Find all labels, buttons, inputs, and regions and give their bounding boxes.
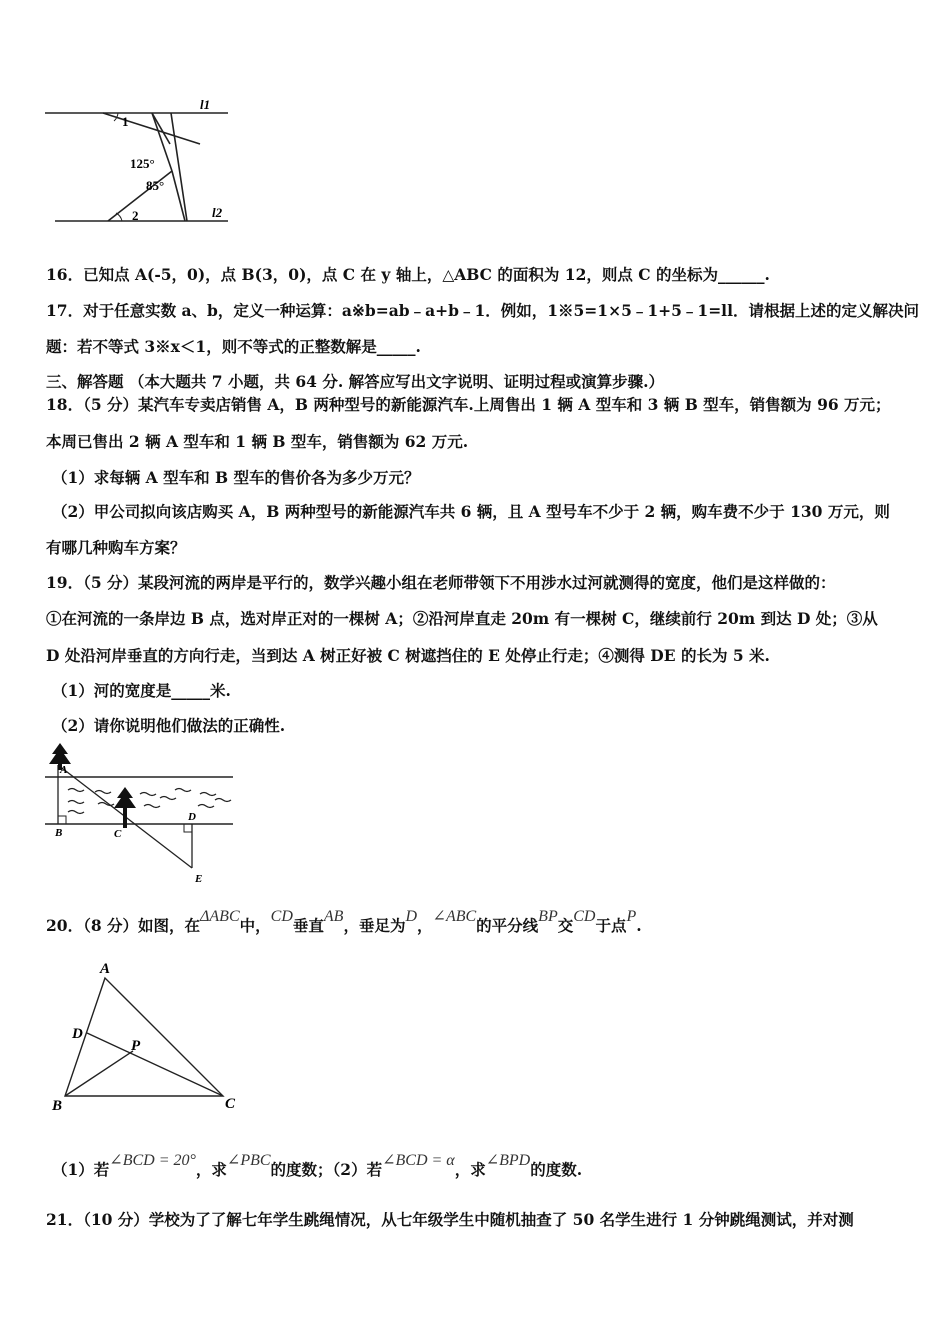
q20s-text-4: ，求: [454, 1160, 486, 1179]
label-B: B: [55, 827, 63, 839]
question-17-line1: 17．对于任意实数 a、b，定义一种运算：a※b=ab﹣a+b﹣1．例如，1※5=1×5﹣1+5﹣1=ll．请根据上述的定义解决问: [46, 301, 919, 320]
q20s-math-1: ∠BCD = 20°: [109, 1152, 196, 1169]
question-17-line2: 题：若不等式 3※x＜1，则不等式的正整数解是_____.: [46, 337, 421, 356]
q20s-math-3: ∠BCD = α: [382, 1152, 455, 1169]
q20s-math-4: ∠BPD: [485, 1152, 531, 1169]
question-18-line5: 有哪几种购车方案？: [46, 538, 186, 557]
q20-text-1: 20．（8 分）如图，在: [46, 916, 201, 935]
question-20: [46, 908, 642, 936]
figure-river: [40, 740, 240, 890]
q20-text-4: ，垂足为: [343, 916, 406, 935]
label-angle-2: 2: [132, 208, 139, 223]
q20-text-3: 垂直: [292, 916, 324, 935]
label-125: 125°: [130, 156, 155, 171]
label-C: C: [225, 1096, 236, 1112]
question-19-line3: D 处沿河岸垂直的方向行走，当到达 A 树正好被 C 树遮挡住的 E 处停止行走；④测得 DE 的长为 5 米.: [46, 646, 770, 665]
question-19-part1: （1）河的宽度是_____米.: [52, 681, 231, 700]
question-18-part1: （1）求每辆 A 型车和 B 型车的售价各为多少万元？: [52, 468, 420, 487]
tree-C-trunk-icon: [123, 808, 127, 828]
label-A: A: [60, 764, 68, 776]
right-line-2: [171, 113, 187, 221]
question-18-part2: （2）甲公司拟向该店购买 A，B 两种型号的新能源汽车共 6 辆，且 A 型号车不少于 2 辆，购车费不少于 130 万元，则: [52, 502, 890, 521]
q20-math-5: ∠ABC: [432, 908, 477, 925]
q20-text-8: 于点: [595, 916, 627, 935]
label-B: B: [52, 1098, 63, 1114]
segment-CD: [87, 1033, 223, 1096]
label-C: C: [114, 828, 122, 840]
question-18-line1: 18．（5 分）某汽车专卖店销售 A，B 两种型号的新能源汽车.上周售出 1 辆 A 型车和 3 辆 B 型车，销售额为 96 万元；: [46, 395, 891, 414]
q20-math-1: ΔABC: [200, 908, 240, 925]
q20-text-9: .: [636, 916, 642, 935]
q20-math-7: CD: [573, 908, 596, 925]
q20-text-2: 中，: [239, 916, 271, 935]
label-D: D: [72, 1026, 83, 1042]
question-21: 21．（10 分）学校为了了解七年学生跳绳情况，从七年级学生中随机抽查了 50 名学生进行 1 分钟跳绳测试，并对测: [46, 1210, 854, 1229]
right-angle-B: [58, 816, 66, 824]
q20-math-3: AB: [323, 908, 344, 925]
label-E: E: [195, 873, 203, 885]
question-20-subparts: [52, 1152, 583, 1180]
label-l1: l1: [200, 97, 211, 112]
transversal-upper: [103, 113, 200, 144]
q20-text-5: ，: [417, 916, 433, 935]
q20s-math-2: ∠PBC: [226, 1152, 271, 1169]
q20-text-6: 的平分线: [476, 916, 539, 935]
label-angle-1: 1: [122, 114, 129, 129]
section-3-heading: 三、解答题 （本大题共 7 小题，共 64 分. 解答应写出文字说明、证明过程或演算步骤.）: [46, 372, 665, 391]
label-l2: l2: [212, 205, 223, 220]
q20s-text-3: 的度数；（2）若: [270, 1160, 383, 1179]
question-19-line2: ①在河流的一条岸边 B 点，选对岸正对的一棵树 A；②沿河岸直走 20m 有一棵树 C，继续前行 20m 到达 D 处；③从: [46, 609, 878, 628]
q20-math-2: CD: [270, 908, 293, 925]
q20s-text-2: ，求: [195, 1160, 227, 1179]
q20s-text-5: 的度数.: [530, 1160, 583, 1179]
label-85: 85°: [146, 178, 165, 193]
q20s-text-1: （1）若: [52, 1160, 110, 1179]
q20-math-8: P: [626, 908, 637, 925]
right-angle-D: [184, 824, 192, 832]
figure-triangle: [45, 958, 245, 1118]
triangle-ABC: [65, 978, 223, 1096]
question-19-part2: （2）请你说明他们做法的正确性.: [52, 716, 286, 735]
q20-math-6: BP: [538, 908, 558, 925]
q20-math-4: D: [405, 908, 418, 925]
figure-parallel-lines: [40, 96, 240, 231]
segment-BP: [65, 1051, 133, 1096]
label-D: D: [188, 811, 196, 823]
label-P: P: [131, 1038, 141, 1054]
question-18-line2: 本周已售出 2 辆 A 型车和 1 辆 B 型车，销售额为 62 万元.: [46, 432, 469, 451]
question-19-line1: 19．（5 分）某段河流的两岸是平行的，数学兴趣小组在老师带领下不用涉水过河就测得的宽度，他们是这样做的：: [46, 573, 836, 592]
tree-C-icon: [114, 787, 136, 808]
tree-A-icon: [49, 743, 71, 764]
q20-text-7: 交: [557, 916, 574, 935]
label-A: A: [100, 961, 111, 977]
question-16: 16．已知点 A(-5，0)，点 B(3，0)，点 C 在 y 轴上，△ABC 的面积为 12，则点 C 的坐标为______.: [46, 265, 770, 284]
